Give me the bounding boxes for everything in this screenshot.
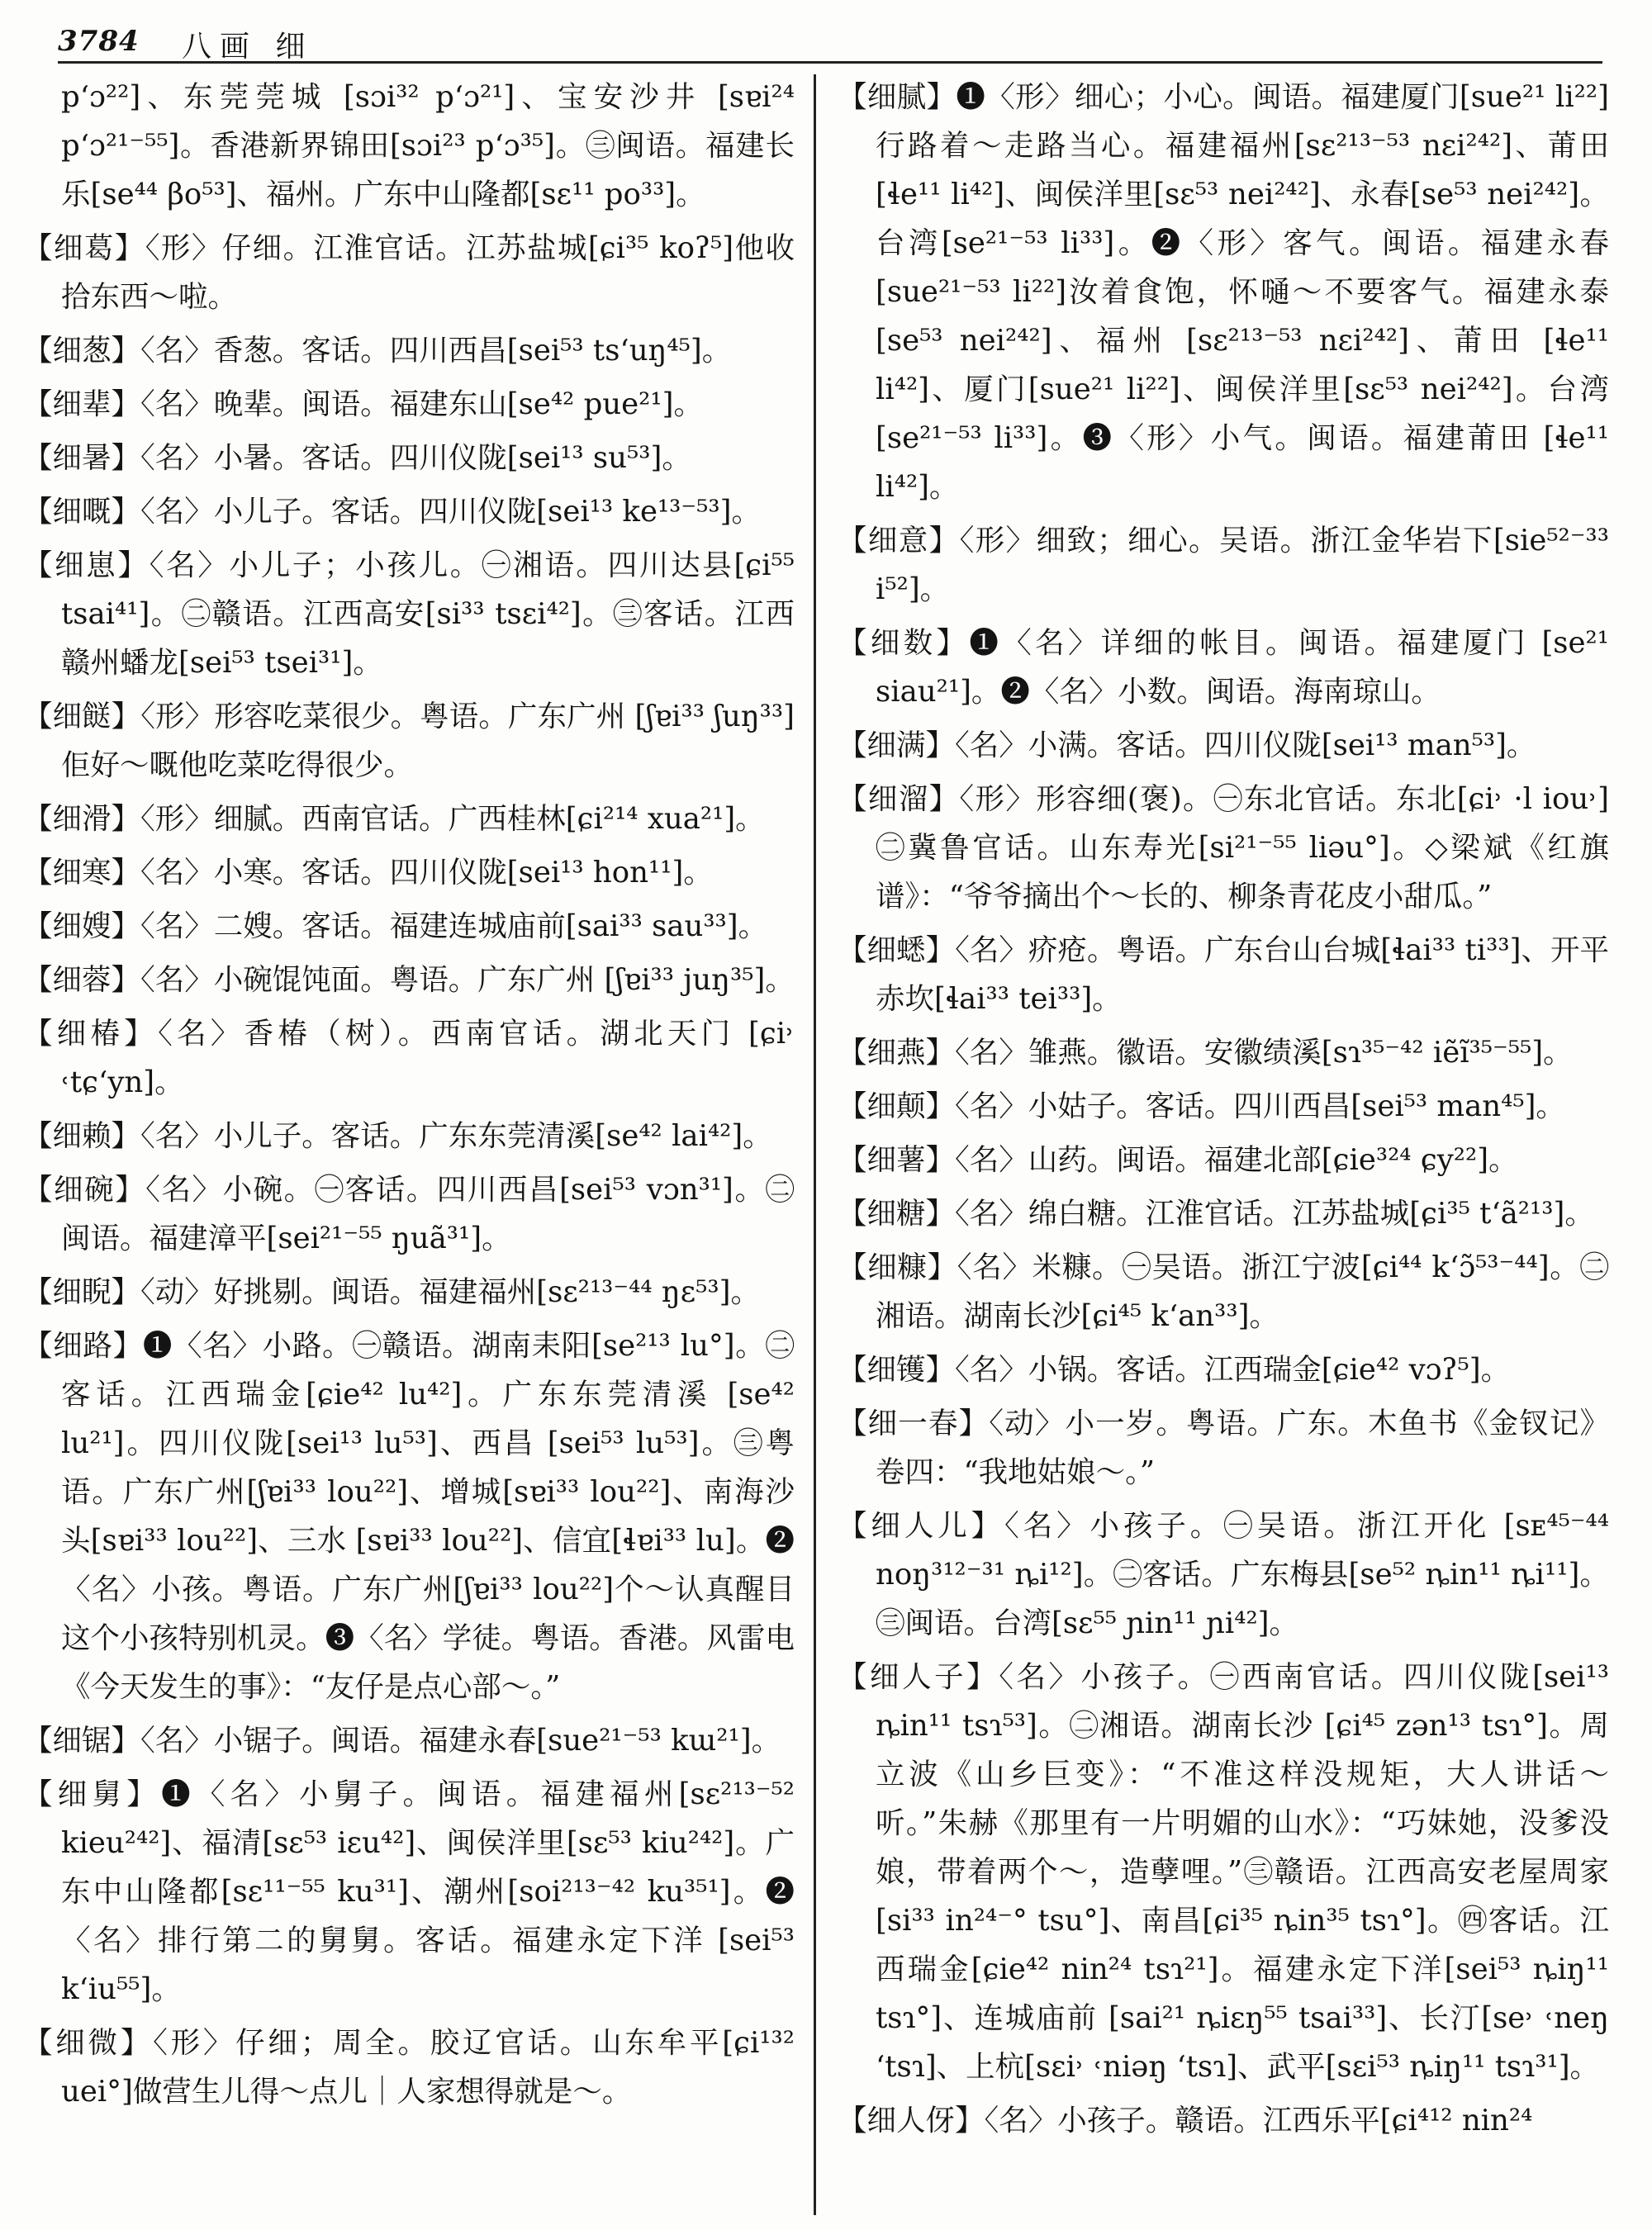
- dictionary-entry: 【细一春】〈动〉小一岁。粤语。广东。木鱼书《金钗记》卷四：“我地姑娘～。”: [838, 1407, 1609, 1489]
- dictionary-entry: 【细人伢】〈名〉小孩子。赣语。江西乐平[ɕi⁴¹² nin²⁴: [838, 2104, 1533, 2137]
- dictionary-entry: 【细人子】〈名〉小孩子。㊀西南官话。四川仪陇[sei¹³ ȵin¹¹ tsɿ⁵³]。㊁湘语。湖南长沙 [ɕi⁴⁵ zən¹³ tsɿ°]。周立波《山乡巨变》：“不准这样没规矩，大人讲话～听。”朱赫《那里有一片明媚的山水》：“巧妹她，没爹没娘，带着两个～，造孽哩。”㊂赣语。江西高安老屋周家[si³³ in²⁴⁻° tsu°]、南昌[ɕi³⁵ ȵin³⁵ tsɿ°]。㊃客话。江西瑞金[ɕie⁴² nin²⁴ tsɿ²¹]。福建永定下洋[sei⁵³ ȵiŋ¹¹ tsɿ°]、连城庙前 [sai²¹ ȵiɛŋ⁵⁵ tsai³³]、长汀[se˒ ˓neŋ ‘tsɿ]、上杭[sɛi˒ ˓niəŋ ‘tsɿ]、武平[sɛi⁵³ ȵiŋ¹¹ tsɿ³¹]。: [838, 1660, 1609, 2084]
- running-title: 八画 细: [182, 30, 314, 64]
- column-divider: [814, 74, 816, 2215]
- dictionary-entry: 【细崽】〈名〉小儿子；小孩儿。㊀湘语。四川达县[ɕi⁵⁵ tsai⁴¹]。㊁赣语。江西高安[si³³ tsɛi⁴²]。㊂客话。江西赣州蟠龙[sei⁵³ tsei³¹]。: [23, 548, 795, 680]
- dictionary-entry: 【细满】〈名〉小满。客话。四川仪陇[sei¹³ man⁵³]。: [838, 728, 1536, 762]
- dictionary-entry: 【细糖】〈名〉绵白糖。江淮官话。江苏盐城[ɕi³⁵ t‘ã²¹³]。: [838, 1197, 1594, 1231]
- dictionary-entry: 【细意】〈形〉细致；细心。吴语。浙江金华岩下[sie⁵²⁻³³ i⁵²]。: [838, 524, 1609, 606]
- dictionary-entry: 【细滑】〈形〉细腻。西南官话。广西桂林[ɕi²¹⁴ xua²¹]。: [23, 802, 765, 836]
- dictionary-entry: 【细人儿】〈名〉小孩子。㊀吴语。浙江开化 [sᴇ⁴⁵⁻⁴⁴ noŋ³¹²⁻³¹ ȵi¹²]。㊁客话。广东梅县[se⁵² ȵin¹¹ ȵi¹¹]。㊂闽语。台湾[sɛ⁵⁵ ɲin¹¹ ɲi⁴²]。: [838, 1509, 1609, 1640]
- dictionary-entry: 【细嘅】〈名〉小儿子。客话。四川仪陇[sei¹³ ke¹³⁻⁵³]。: [23, 495, 761, 529]
- dictionary-entry: 【细暑】〈名〉小暑。客话。四川仪陇[sei¹³ su⁵³]。: [23, 441, 691, 475]
- dictionary-entry: 【细腻】❶〈形〉细心；小心。闽语。福建厦门[sue²¹ li²²]行路着～走路当心。福建福州[sɛ²¹³⁻⁵³ nɛi²⁴²]、莆田[ɬe¹¹ li⁴²]、闽侯洋里[sɛ⁵³ nei²⁴²]、永春[se⁵³ nei²⁴²]。台湾[se²¹⁻⁵³ li³³]。❷〈形〉客气。闽语。福建永春[sue²¹⁻⁵³ li²²]汝着食饱，怀嗵～不要客气。福建永泰[se⁵³ nei²⁴²]、福州 [sɛ²¹³⁻⁵³ nɛi²⁴²]、莆田 [ɬe¹¹ li⁴²]、厦门[sue²¹ li²²]、闽侯洋里[sɛ⁵³ nei²⁴²]。台湾[se²¹⁻⁵³ li³³]。❸〈形〉小气。闽语。福建莆田 [ɬe¹¹ li⁴²]。: [838, 80, 1609, 504]
- left-column: [23, 73, 795, 2218]
- dictionary-entry: 【细微】〈形〉仔细；周全。胶辽官话。山东牟平[ɕi¹³² uei°]做营生儿得～点儿｜人家想得就是～。: [23, 2026, 795, 2109]
- dictionary-entry: 【细颠】〈名〉小姑子。客话。四川西昌[sei⁵³ man⁴⁵]。: [838, 1089, 1565, 1123]
- page-header: [58, 18, 1602, 68]
- dictionary-entry: 【细舅】❶〈名〉小舅子。闽语。福建福州[sɛ²¹³⁻⁵² kieu²⁴²]、福清[sɛ⁵³ iɛu⁴²]、闽侯洋里[sɛ⁵³ kiu²⁴²]。广东中山隆都[sɛ¹¹⁻⁵⁵ ku³¹]、潮州[soi²¹³⁻⁴² ku³⁵¹]。❷〈名〉排行第二的舅舅。客话。福建永定下洋 [sei⁵³ k‘iu⁵⁵]。: [23, 1777, 795, 2006]
- dictionary-entry: 【细蓉】〈名〉小碗馄饨面。粤语。广东广州 [ʃɐi³³ juŋ³⁵]。: [23, 963, 795, 997]
- header-rule: [58, 61, 1602, 64]
- dictionary-entry: 【细路】❶〈名〉小路。㊀赣语。湖南耒阳[se²¹³ lu°]。㊁客话。江西瑞金[ɕie⁴² lu⁴²]。广东东莞清溪 [se⁴² lu²¹]。四川仪陇[sei¹³ lu⁵³]、西昌 [sei⁵³ lu⁵³]。㊂粤语。广东广州[ʃɐi³³ lou²²]、增城[sɐi³³ lou²²]、南海沙头[sɐi³³ lou²²]、三水 [sɐi³³ lou²²]、信宜[ɬɐi³³ lu]。❷〈名〉小孩。粤语。广东广州[ʃɐi³³ lou²²]个～认真醒目这个小孩特别机灵。❸〈名〉学徒。粤语。香港。风雷电《今天发生的事》：“友仔是点心部～。”: [23, 1329, 795, 1704]
- dictionary-entry: 【细镬】〈名〉小锅。客话。江西瑞金[ɕie⁴² vɔʔ⁵]。: [838, 1353, 1511, 1387]
- dictionary-entry: 【细葱】〈名〉香葱。客话。四川西昌[sei⁵³ ts‘uŋ⁴⁵]。: [23, 334, 732, 368]
- dictionary-entry: 【细碗】〈名〉小碗。㊀客话。四川西昌[sei⁵³ vɔn³¹]。㊁闽语。福建漳平[sei²¹⁻⁵⁵ ŋuã³¹]。: [23, 1173, 795, 1255]
- page-number: 3784: [58, 25, 140, 58]
- dictionary-entry: 【细寒】〈名〉小寒。客话。四川仪陇[sei¹³ hon¹¹]。: [23, 856, 713, 890]
- dictionary-entry: 【细嫂】〈名〉二嫂。客话。福建连城庙前[sai³³ sau³³]。: [23, 909, 768, 943]
- dictionary-entry: 【细葛】〈形〉仔细。江淮官话。江苏盐城[ɕi³⁵ koʔ⁵]他收拾东西～啦。: [23, 231, 795, 314]
- dictionary-entry: 【细燕】〈名〉雏燕。徽语。安徽绩溪[sɿ³⁵⁻⁴² iẽĩ³⁵⁻⁵⁵]。: [838, 1036, 1573, 1070]
- dictionary-entry: 【细溜】〈形〉形容细(褒)。㊀东北官话。东北[ɕi˒ ·l iou˒]㊁冀鲁官话。山东寿光[si²¹⁻⁵⁵ liəu°]。◇梁斌《红旗谱》：“爷爷摘出个～长的、柳条青花皮小甜瓜。”: [838, 782, 1609, 913]
- dictionary-entry: 【细赖】〈名〉小儿子。客话。广东东莞清溪[se⁴² lai⁴²]。: [23, 1119, 772, 1153]
- dictionary-entry: 【细椿】〈名〉香椿（树）。西南官话。湖北天门 [ɕi˒ ˓tɕ‘yn]。: [23, 1017, 795, 1099]
- dictionary-entry: 【细蟋】〈名〉疥疮。粤语。广东台山台城[ɬai³³ ti³³]、开平赤坎[ɬai³³ tei³³]。: [838, 933, 1609, 1016]
- dictionary-entry: p‘ɔ²²]、东莞莞城 [sɔi³² p‘ɔ²¹]、宝安沙井 [sɐi²⁴ p‘ɔ²¹⁻⁵⁵]。香港新界锦田[sɔi²³ p‘ɔ³⁵]。㊂闽语。福建长乐[se⁴⁴ βo⁵³]、福州。广东中山隆都[sɛ¹¹ po³³]。: [61, 80, 795, 211]
- dictionary-entry: 【细薯】〈名〉山药。闽语。福建北部[ɕie³²⁴ ɕy²²]。: [838, 1143, 1518, 1177]
- right-column: [838, 73, 1609, 2218]
- dictionary-entry: 【细锯】〈名〉小锯子。闽语。福建永春[sue²¹⁻⁵³ kɯ²¹]。: [23, 1724, 781, 1758]
- dictionary-entry: 【细数】❶〈名〉详细的帐目。闽语。福建厦门 [se²¹ siau²¹]。❷〈名〉小数。闽语。海南琼山。: [838, 626, 1609, 709]
- dictionary-entry: 【细餸】〈形〉形容吃菜很少。粤语。广东广州 [ʃɐi³³ ʃuŋ³³]佢好～嘅他吃菜吃得很少。: [23, 700, 795, 782]
- dictionary-entry: 【细糠】〈名〉米糠。㊀吴语。浙江宁波[ɕi⁴⁴ k‘ɔ̃⁵³⁻⁴⁴]。㊁湘语。湖南长沙[ɕi⁴⁵ k‘an³³]。: [838, 1250, 1609, 1333]
- dictionary-entry: 【细辈】〈名〉晚辈。闽语。福建东山[se⁴² pue²¹]。: [23, 387, 703, 421]
- dictionary-entry: 【细睨】〈动〉好挑剔。闽语。福建福州[sɛ²¹³⁻⁴⁴ ŋɛ⁵³]。: [23, 1275, 760, 1309]
